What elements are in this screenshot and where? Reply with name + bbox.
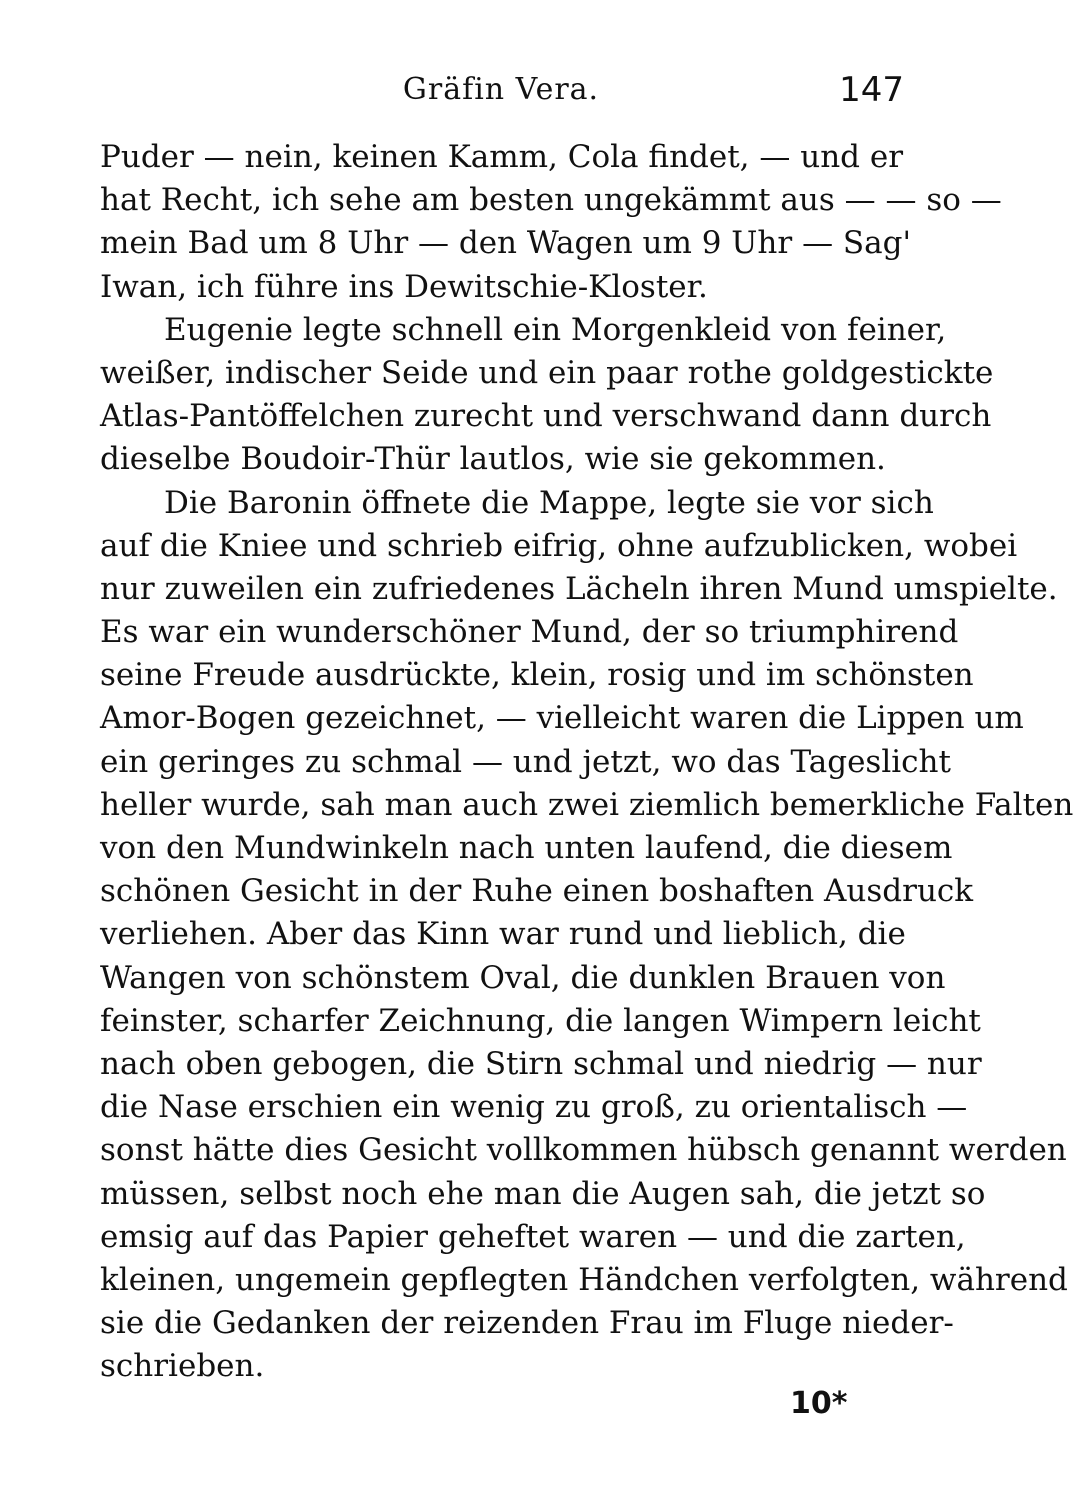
text-line: verliehen. Aber das Kinn war rund und lieblich, die [100,916,906,953]
text-line: Es war ein wunderschöner Mund, der so triumphirend [100,614,959,651]
running-title: Gräfin Vera. [402,72,600,107]
text-line: sonst hätte dies Gesicht vollkommen hübsch genannt werden [100,1132,1067,1169]
text-line: nach oben gebogen, die Stirn schmal und niedrig — nur [100,1045,982,1082]
text-line: Iwan, ich führe ins Dewitschie-Kloster. [100,268,708,305]
text-line: Die Baronin öffnete die Mappe, legte sie vor sich [164,484,934,521]
text-line: hat Recht, ich sehe am besten ungekämmt aus — — so — [100,182,1002,219]
text-line: nur zuweilen ein zufriedenes Lächeln ihren Mund umspielte. [100,570,1058,607]
text-line: Atlas-Pantöffelchen zurecht und verschwand dann durch [100,398,992,435]
text-line: ein geringes zu schmal — und jetzt, wo das Tageslicht [100,743,951,780]
text-line: von den Mundwinkeln nach unten laufend, die diesem [100,830,953,866]
text-line: seine Freude ausdrückte, klein, rosig und im schönsten [100,657,974,694]
text-line: emsig auf das Papier geheftet waren — und die zarten, [100,1218,966,1255]
text-line: sie die Gedanken der reizenden Frau im Fluge nieder- [100,1305,954,1342]
text-line: dieselbe Boudoir-Thür lautlos, wie sie gekommen. [100,441,886,478]
text-line: kleinen, ungemein gepflegten Händchen verfolgten, während [100,1261,1068,1298]
text-line: schrieben. [100,1348,265,1385]
body-text [100,136,1073,1388]
text-line: Eugenie legte schnell ein Morgenkleid von feiner, [164,311,947,348]
text-line: schönen Gesicht in der Ruhe einen boshaften Ausdruck [100,873,974,910]
text-line: weißer, indischer Seide und ein paar rothe goldgestickte [100,354,994,391]
text-line: auf die Kniee und schrieb eifrig, ohne aufzublicken, wobei [100,527,1018,564]
page-number: 147 [839,70,904,110]
text-line: mein Bad um 8 Uhr — den Wagen um 9 Uhr — Sag' [100,225,912,262]
text-line: heller wurde, sah man auch zwei ziemlich bemerkliche Falten [100,786,1073,823]
text-line: die Nase erschien ein wenig zu groß, zu orientalisch — [100,1089,968,1126]
text-line: müssen, selbst noch ehe man die Augen sah, die jetzt so [100,1175,986,1212]
text-line: Puder — nein, keinen Kamm, Cola findet, — und er [100,139,904,175]
text-line: Amor-Bogen gezeichnet, — vielleicht waren die Lippen um [100,700,1024,737]
text-line: Wangen von schönstem Oval, die dunklen Brauen von [100,959,946,996]
signature-mark: 10* [790,1386,848,1421]
running-head [98,72,904,118]
text-line: feinster, scharfer Zeichnung, die langen Wimpern leicht [100,1002,981,1039]
